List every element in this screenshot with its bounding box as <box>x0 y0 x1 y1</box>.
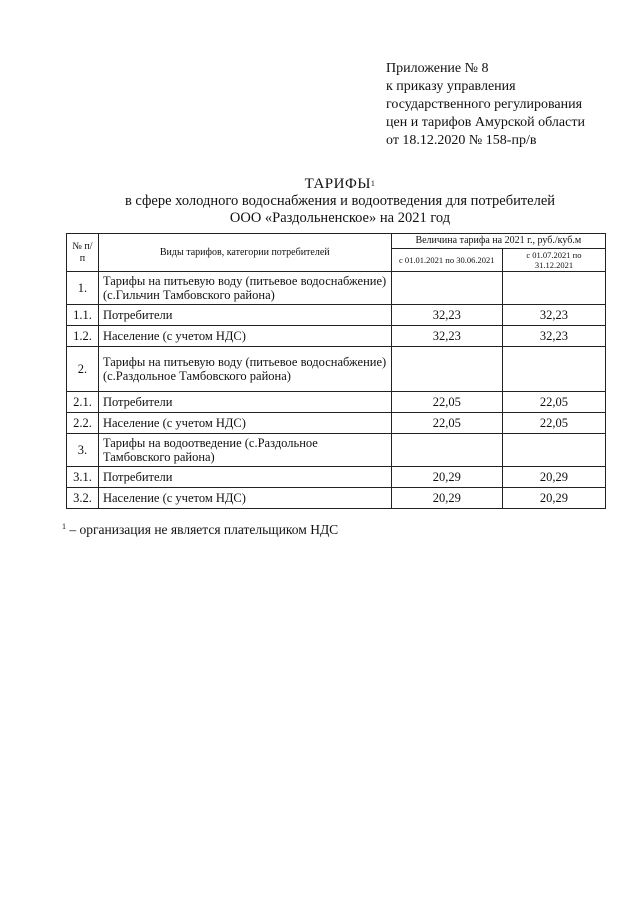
title-main-text: ТАРИФЫ <box>304 176 371 192</box>
header-name: Виды тарифов, категории потребителей <box>98 234 391 272</box>
footnote-mark: 1 <box>62 522 66 531</box>
row-name: Потребители <box>98 467 391 488</box>
row-value-2: 32,23 <box>502 305 605 326</box>
table-row <box>67 413 606 434</box>
row-name: Потребители <box>98 305 391 326</box>
row-value-1 <box>391 347 502 392</box>
table-row <box>67 272 606 305</box>
row-value-1 <box>391 272 502 305</box>
row-num: 3.1. <box>67 467 99 488</box>
title-subline: в сфере холодного водоснабжения и водоотведения для потребителей <box>124 193 556 209</box>
row-num: 2.2. <box>67 413 99 434</box>
row-value-1: 32,23 <box>391 326 502 347</box>
appendix-line: государственного регулирования <box>386 97 583 112</box>
row-name: Население (с учетом НДС) <box>98 413 391 434</box>
row-name: Население (с учетом НДС) <box>98 326 391 347</box>
table-row <box>67 305 606 326</box>
header-value-group: Величина тарифа на 2021 г., руб./куб.м <box>391 234 605 249</box>
table-row <box>67 434 606 467</box>
row-value-2: 32,23 <box>502 326 605 347</box>
table-row <box>67 326 606 347</box>
row-value-2: 20,29 <box>502 467 605 488</box>
row-num: 3. <box>67 434 99 467</box>
row-value-1: 32,23 <box>391 305 502 326</box>
table-header-row <box>67 234 606 249</box>
row-name: Тарифы на водоотведение (с.Раздольное Тамбовского района) <box>98 434 391 467</box>
header-period-2: с 01.07.2021 по 31.12.2021 <box>502 249 605 272</box>
table-row <box>67 392 606 413</box>
tariffs-table <box>66 233 606 509</box>
row-value-1 <box>391 434 502 467</box>
row-value-1: 20,29 <box>391 488 502 509</box>
row-num: 2. <box>67 347 99 392</box>
table-row <box>67 467 606 488</box>
appendix-line: от 18.12.2020 № 158-пр/в <box>386 133 537 148</box>
title-footnote-mark: 1 <box>370 179 376 188</box>
row-num: 2.1. <box>67 392 99 413</box>
table-row <box>67 347 606 392</box>
appendix-block <box>386 60 626 150</box>
footnote-text: – организация не является плательщиком НДС <box>66 522 339 537</box>
document-title <box>60 176 620 227</box>
row-name: Тарифы на питьевую воду (питьевое водоснабжение) (с.Гильчин Тамбовского района) <box>98 272 391 305</box>
appendix-line: цен и тарифов Амурской области <box>386 115 585 130</box>
row-num: 1. <box>67 272 99 305</box>
appendix-line: к приказу управления <box>386 79 516 94</box>
row-name: Население (с учетом НДС) <box>98 488 391 509</box>
header-num: № п/п <box>67 234 99 272</box>
row-value-2 <box>502 272 605 305</box>
row-num: 3.2. <box>67 488 99 509</box>
table-row <box>67 488 606 509</box>
row-name: Тарифы на питьевую воду (питьевое водоснабжение) (с.Раздольное Тамбовского района) <box>98 347 391 392</box>
row-value-2 <box>502 434 605 467</box>
row-num: 1.1. <box>67 305 99 326</box>
row-value-2: 20,29 <box>502 488 605 509</box>
title-main <box>60 176 620 193</box>
row-value-1: 20,29 <box>391 467 502 488</box>
row-value-2 <box>502 347 605 392</box>
header-period-1: с 01.01.2021 по 30.06.2021 <box>391 249 502 272</box>
row-value-1: 22,05 <box>391 413 502 434</box>
row-num: 1.2. <box>67 326 99 347</box>
appendix-line: Приложение № 8 <box>386 61 489 76</box>
footnote <box>62 522 338 538</box>
row-name: Потребители <box>98 392 391 413</box>
title-company: ООО «Раздольненское» на 2021 год <box>229 210 451 226</box>
row-value-2: 22,05 <box>502 392 605 413</box>
row-value-2: 22,05 <box>502 413 605 434</box>
row-value-1: 22,05 <box>391 392 502 413</box>
